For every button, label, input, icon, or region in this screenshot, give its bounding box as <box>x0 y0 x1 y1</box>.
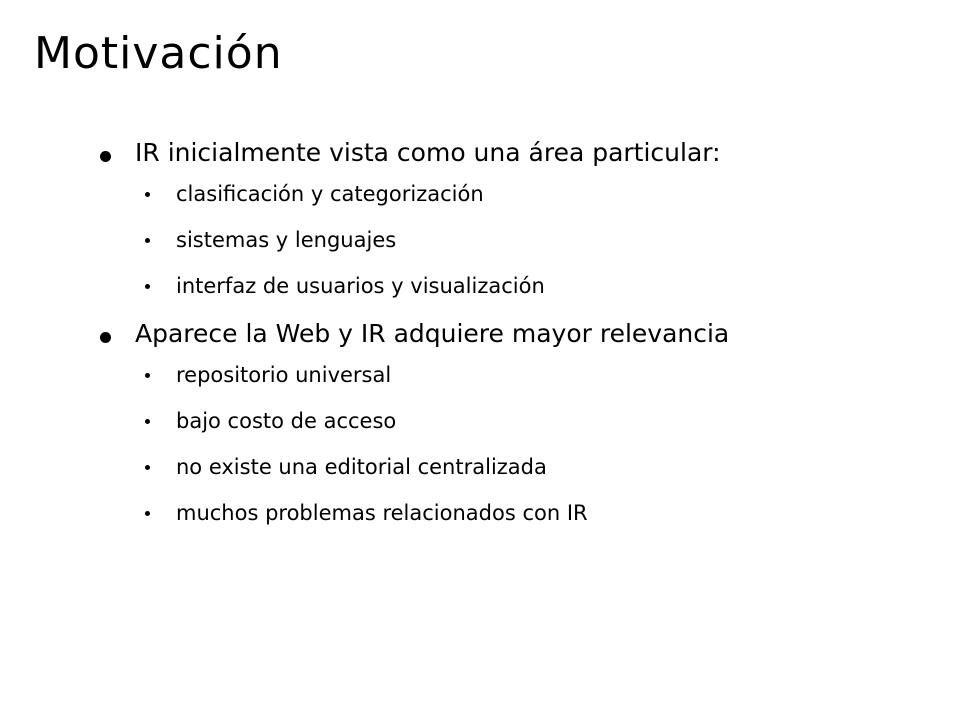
sub-bullet-text: interfaz de usuarios y visualización <box>176 274 545 298</box>
sub-bullet-text: sistemas y lenguajes <box>176 228 397 252</box>
sub-bullet-item <box>100 360 900 390</box>
sub-bullet-item <box>100 225 900 255</box>
sub-bullet-marker <box>145 419 150 424</box>
sub-bullet-marker <box>145 284 150 289</box>
sub-bullet-marker <box>145 511 150 516</box>
bullet-group-1 <box>100 136 900 301</box>
sub-bullet-list <box>100 179 900 301</box>
bullet-text: IR inicialmente vista como una área particular: <box>135 138 721 167</box>
sub-bullet-marker <box>145 238 150 243</box>
bullet-text: Aparece la Web y IR adquiere mayor relevancia <box>135 319 730 348</box>
sub-bullet-item <box>100 271 900 301</box>
bullet-item <box>100 317 900 350</box>
sub-bullet-text: no existe una editorial centralizada <box>176 455 547 479</box>
bullet-marker <box>100 332 111 343</box>
bullet-marker <box>100 151 111 162</box>
sub-bullet-item <box>100 498 900 528</box>
bullet-list <box>100 136 900 544</box>
sub-bullet-marker <box>145 192 150 197</box>
sub-bullet-text: clasificación y categorización <box>176 182 484 206</box>
sub-bullet-item <box>100 406 900 436</box>
sub-bullet-list <box>100 360 900 528</box>
sub-bullet-item <box>100 179 900 209</box>
bullet-item <box>100 136 900 169</box>
sub-bullet-marker <box>145 373 150 378</box>
sub-bullet-text: repositorio universal <box>176 363 392 387</box>
sub-bullet-text: muchos problemas relacionados con IR <box>176 501 588 525</box>
slide-title: Motivación <box>34 28 283 79</box>
sub-bullet-item <box>100 452 900 482</box>
sub-bullet-text: bajo costo de acceso <box>176 409 397 433</box>
bullet-group-2 <box>100 317 900 528</box>
sub-bullet-marker <box>145 465 150 470</box>
